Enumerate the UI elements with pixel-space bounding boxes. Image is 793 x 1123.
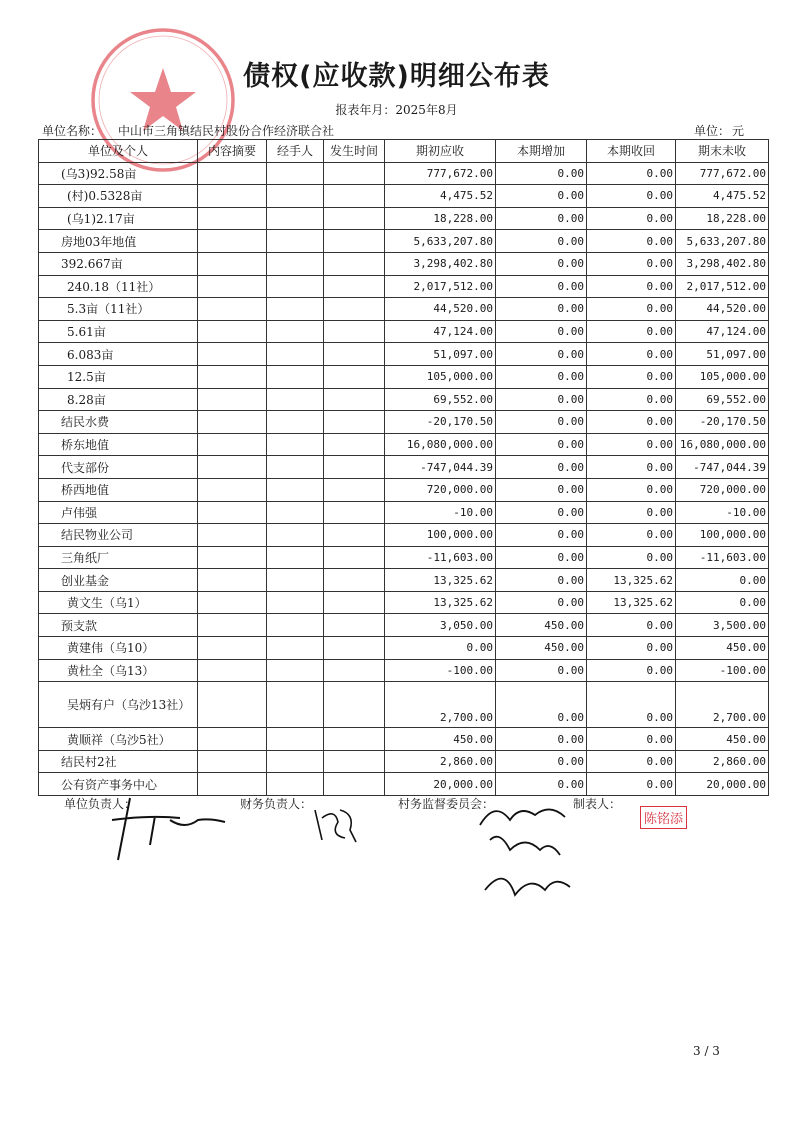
closing-outstanding: 2,860.00	[676, 750, 769, 773]
row-name: 5.61亩	[39, 320, 198, 343]
date-cell	[324, 591, 385, 614]
closing-outstanding: 0.00	[676, 569, 769, 592]
row-name: (乌1)2.17亩	[39, 207, 198, 230]
date-cell	[324, 773, 385, 796]
opening-receivable: 2,017,512.00	[385, 275, 496, 298]
date-cell	[324, 433, 385, 456]
row-name: 吴炳有户（乌沙13社）	[39, 682, 198, 728]
closing-outstanding: 450.00	[676, 728, 769, 751]
date-cell	[324, 728, 385, 751]
date-cell	[324, 682, 385, 728]
row-name: 代支部份	[39, 456, 198, 479]
period-recovered: 0.00	[587, 343, 676, 366]
date-cell	[324, 230, 385, 253]
period-increase: 450.00	[496, 637, 587, 660]
period-recovered: 0.00	[587, 750, 676, 773]
closing-outstanding: -11,603.00	[676, 546, 769, 569]
column-header: 期末未收	[676, 140, 769, 163]
table-row	[39, 501, 769, 524]
opening-receivable: 720,000.00	[385, 478, 496, 501]
column-header: 发生时间	[324, 140, 385, 163]
period-increase: 0.00	[496, 501, 587, 524]
date-cell	[324, 343, 385, 366]
handler-cell	[267, 591, 324, 614]
period-increase: 0.00	[496, 343, 587, 366]
table-row	[39, 365, 769, 388]
period-recovered: 0.00	[587, 614, 676, 637]
period-increase: 0.00	[496, 162, 587, 185]
handler-cell	[267, 637, 324, 660]
period-increase: 0.00	[496, 185, 587, 208]
closing-outstanding: 16,080,000.00	[676, 433, 769, 456]
period-increase: 0.00	[496, 546, 587, 569]
summary-cell	[198, 230, 267, 253]
closing-outstanding: 5,633,207.80	[676, 230, 769, 253]
period-increase: 0.00	[496, 252, 587, 275]
date-cell	[324, 659, 385, 682]
period-increase: 0.00	[496, 298, 587, 321]
table-row	[39, 320, 769, 343]
row-name: (村)0.5328亩	[39, 185, 198, 208]
row-name: 结民水费	[39, 411, 198, 434]
period-recovered: 0.00	[587, 546, 676, 569]
table-row	[39, 478, 769, 501]
period-increase: 0.00	[496, 750, 587, 773]
handler-cell	[267, 569, 324, 592]
period-increase: 0.00	[496, 275, 587, 298]
summary-cell	[198, 252, 267, 275]
closing-outstanding: 69,552.00	[676, 388, 769, 411]
period-recovered: 0.00	[587, 637, 676, 660]
period-recovered: 13,325.62	[587, 569, 676, 592]
finance-head-label: 财务负责人：	[240, 797, 313, 811]
closing-outstanding: 0.00	[676, 591, 769, 614]
handler-cell	[267, 185, 324, 208]
row-name: 8.28亩	[39, 388, 198, 411]
opening-receivable: 13,325.62	[385, 569, 496, 592]
opening-receivable: 105,000.00	[385, 365, 496, 388]
date-cell	[324, 614, 385, 637]
table-row	[39, 546, 769, 569]
closing-outstanding: 51,097.00	[676, 343, 769, 366]
handler-cell	[267, 411, 324, 434]
row-name: 桥东地值	[39, 433, 198, 456]
date-cell	[324, 365, 385, 388]
period-increase: 0.00	[496, 728, 587, 751]
row-name: 黄顺祥（乌沙5社）	[39, 728, 198, 751]
row-name: 公有资产事务中心	[39, 773, 198, 796]
finance-head-signature	[310, 800, 360, 845]
table-row	[39, 569, 769, 592]
row-name: 结民物业公司	[39, 524, 198, 547]
period-recovered: 0.00	[587, 682, 676, 728]
period-increase: 0.00	[496, 207, 587, 230]
period-recovered: 0.00	[587, 773, 676, 796]
period-recovered: 0.00	[587, 433, 676, 456]
handler-cell	[267, 750, 324, 773]
summary-cell	[198, 637, 267, 660]
period-recovered: 0.00	[587, 411, 676, 434]
period-increase: 0.00	[496, 230, 587, 253]
period-recovered: 0.00	[587, 501, 676, 524]
row-name: 房地03年地值	[39, 230, 198, 253]
date-cell	[324, 185, 385, 208]
closing-outstanding: -747,044.39	[676, 456, 769, 479]
closing-outstanding: 2,017,512.00	[676, 275, 769, 298]
summary-cell	[198, 388, 267, 411]
handler-cell	[267, 320, 324, 343]
summary-cell	[198, 185, 267, 208]
summary-cell	[198, 162, 267, 185]
period-recovered: 0.00	[587, 320, 676, 343]
period-increase: 0.00	[496, 569, 587, 592]
unit-name: 中山市三角镇结民村股份合作经济联合社	[118, 124, 335, 138]
handler-cell	[267, 365, 324, 388]
row-name: 创业基金	[39, 569, 198, 592]
summary-cell	[198, 682, 267, 728]
handler-cell	[267, 433, 324, 456]
date-cell	[324, 546, 385, 569]
closing-outstanding: 4,475.52	[676, 185, 769, 208]
summary-cell	[198, 433, 267, 456]
table-row	[39, 659, 769, 682]
row-name: 黄文生（乌1）	[39, 591, 198, 614]
page-title: 债权(应收款)明细公布表	[243, 61, 550, 92]
opening-receivable: -100.00	[385, 659, 496, 682]
opening-receivable: 69,552.00	[385, 388, 496, 411]
summary-cell	[198, 275, 267, 298]
closing-outstanding: -10.00	[676, 501, 769, 524]
summary-cell	[198, 614, 267, 637]
period-recovered: 0.00	[587, 524, 676, 547]
unit-head-signature	[110, 790, 230, 865]
period-recovered: 0.00	[587, 659, 676, 682]
opening-receivable: 3,298,402.80	[385, 252, 496, 275]
row-name: 结民村2社	[39, 750, 198, 773]
page-number: 3 / 3	[693, 1044, 720, 1058]
preparer-name-stamp: 陈铭添	[640, 806, 687, 829]
period-recovered: 0.00	[587, 478, 676, 501]
supervision-committee-signatures	[470, 795, 580, 905]
summary-cell	[198, 298, 267, 321]
table-row	[39, 207, 769, 230]
summary-cell	[198, 728, 267, 751]
table-row	[39, 591, 769, 614]
preparer-label: 制表人：	[573, 797, 622, 811]
table-row	[39, 433, 769, 456]
period-increase: 450.00	[496, 614, 587, 637]
summary-cell	[198, 591, 267, 614]
period-increase: 0.00	[496, 773, 587, 796]
date-cell	[324, 501, 385, 524]
handler-cell	[267, 659, 324, 682]
handler-cell	[267, 230, 324, 253]
opening-receivable: 100,000.00	[385, 524, 496, 547]
closing-outstanding: 3,500.00	[676, 614, 769, 637]
table-row	[39, 728, 769, 751]
period-recovered: 0.00	[587, 252, 676, 275]
row-name: 三角纸厂	[39, 546, 198, 569]
row-name: 6.083亩	[39, 343, 198, 366]
period-increase: 0.00	[496, 456, 587, 479]
summary-cell	[198, 659, 267, 682]
handler-cell	[267, 343, 324, 366]
period-recovered: 0.00	[587, 388, 676, 411]
unit-name-label: 单位名称：	[42, 124, 103, 138]
period-increase: 0.00	[496, 365, 587, 388]
summary-cell	[198, 456, 267, 479]
period-recovered: 0.00	[587, 728, 676, 751]
table-row	[39, 388, 769, 411]
opening-receivable: 0.00	[385, 637, 496, 660]
report-period: 报表年月：2025年8月	[335, 103, 458, 117]
currency-unit-value: 元	[732, 124, 745, 138]
period-recovered: 0.00	[587, 365, 676, 388]
handler-cell	[267, 207, 324, 230]
summary-cell	[198, 546, 267, 569]
summary-cell	[198, 365, 267, 388]
currency-unit-label: 单位：	[694, 124, 731, 138]
period-recovered: 0.00	[587, 185, 676, 208]
summary-cell	[198, 524, 267, 547]
summary-cell	[198, 207, 267, 230]
table-row	[39, 524, 769, 547]
handler-cell	[267, 252, 324, 275]
handler-cell	[267, 456, 324, 479]
opening-receivable: 13,325.62	[385, 591, 496, 614]
date-cell	[324, 388, 385, 411]
row-name: 5.3亩（11社）	[39, 298, 198, 321]
period-increase: 0.00	[496, 433, 587, 456]
period-increase: 0.00	[496, 524, 587, 547]
period-recovered: 0.00	[587, 275, 676, 298]
period-increase: 0.00	[496, 320, 587, 343]
opening-receivable: 450.00	[385, 728, 496, 751]
row-name: 黄杜全（乌13）	[39, 659, 198, 682]
handler-cell	[267, 546, 324, 569]
date-cell	[324, 637, 385, 660]
closing-outstanding: 47,124.00	[676, 320, 769, 343]
row-name: 桥西地值	[39, 478, 198, 501]
handler-cell	[267, 773, 324, 796]
handler-cell	[267, 524, 324, 547]
column-header: 单位及个人	[39, 140, 198, 163]
row-name: 预支款	[39, 614, 198, 637]
opening-receivable: 2,700.00	[385, 682, 496, 728]
column-header: 本期收回	[587, 140, 676, 163]
supervision-committee-label: 村务监督委员会：	[398, 797, 495, 811]
closing-outstanding: 44,520.00	[676, 298, 769, 321]
date-cell	[324, 320, 385, 343]
date-cell	[324, 478, 385, 501]
opening-receivable: 51,097.00	[385, 343, 496, 366]
opening-receivable: 3,050.00	[385, 614, 496, 637]
handler-cell	[267, 275, 324, 298]
summary-cell	[198, 343, 267, 366]
opening-receivable: -10.00	[385, 501, 496, 524]
period-recovered: 0.00	[587, 456, 676, 479]
column-header: 本期增加	[496, 140, 587, 163]
closing-outstanding: -20,170.50	[676, 411, 769, 434]
summary-cell	[198, 569, 267, 592]
row-name: 392.667亩	[39, 252, 198, 275]
date-cell	[324, 456, 385, 479]
table-row	[39, 185, 769, 208]
row-name: 黄建伟（乌10）	[39, 637, 198, 660]
period-increase: 0.00	[496, 659, 587, 682]
summary-cell	[198, 750, 267, 773]
unit-head-label: 单位负责人：	[64, 797, 137, 811]
opening-receivable: 2,860.00	[385, 750, 496, 773]
closing-outstanding: 450.00	[676, 637, 769, 660]
row-name: 12.5亩	[39, 365, 198, 388]
column-header: 期初应收	[385, 140, 496, 163]
date-cell	[324, 275, 385, 298]
summary-cell	[198, 478, 267, 501]
period-increase: 0.00	[496, 411, 587, 434]
table-row	[39, 343, 769, 366]
table-header-row	[39, 140, 769, 163]
closing-outstanding: 2,700.00	[676, 682, 769, 728]
closing-outstanding: 100,000.00	[676, 524, 769, 547]
table-row	[39, 162, 769, 185]
handler-cell	[267, 298, 324, 321]
period-increase: 0.00	[496, 478, 587, 501]
period-recovered: 0.00	[587, 162, 676, 185]
row-name: 卢伟强	[39, 501, 198, 524]
period-increase: 0.00	[496, 682, 587, 728]
closing-outstanding: 105,000.00	[676, 365, 769, 388]
table-row	[39, 252, 769, 275]
handler-cell	[267, 728, 324, 751]
period-recovered: 0.00	[587, 230, 676, 253]
table-row	[39, 298, 769, 321]
period-increase: 0.00	[496, 591, 587, 614]
opening-receivable: 20,000.00	[385, 773, 496, 796]
receivables-table	[38, 139, 769, 796]
table-row	[39, 682, 769, 728]
closing-outstanding: 20,000.00	[676, 773, 769, 796]
column-header: 内容摘要	[198, 140, 267, 163]
handler-cell	[267, 162, 324, 185]
opening-receivable: -747,044.39	[385, 456, 496, 479]
date-cell	[324, 411, 385, 434]
period-recovered: 0.00	[587, 207, 676, 230]
table-row	[39, 275, 769, 298]
row-name: 240.18（11社）	[39, 275, 198, 298]
date-cell	[324, 750, 385, 773]
table-row	[39, 456, 769, 479]
summary-cell	[198, 411, 267, 434]
opening-receivable: -11,603.00	[385, 546, 496, 569]
closing-outstanding: -100.00	[676, 659, 769, 682]
period-increase: 0.00	[496, 388, 587, 411]
summary-cell	[198, 501, 267, 524]
table-row	[39, 750, 769, 773]
period-recovered: 0.00	[587, 298, 676, 321]
handler-cell	[267, 478, 324, 501]
opening-receivable: -20,170.50	[385, 411, 496, 434]
table-row	[39, 230, 769, 253]
closing-outstanding: 3,298,402.80	[676, 252, 769, 275]
table-row	[39, 614, 769, 637]
handler-cell	[267, 388, 324, 411]
date-cell	[324, 252, 385, 275]
opening-receivable: 44,520.00	[385, 298, 496, 321]
opening-receivable: 47,124.00	[385, 320, 496, 343]
row-name: (乌3)92.58亩	[39, 162, 198, 185]
opening-receivable: 18,228.00	[385, 207, 496, 230]
handler-cell	[267, 614, 324, 637]
date-cell	[324, 569, 385, 592]
opening-receivable: 4,475.52	[385, 185, 496, 208]
date-cell	[324, 162, 385, 185]
date-cell	[324, 298, 385, 321]
closing-outstanding: 18,228.00	[676, 207, 769, 230]
opening-receivable: 16,080,000.00	[385, 433, 496, 456]
summary-cell	[198, 320, 267, 343]
column-header: 经手人	[267, 140, 324, 163]
handler-cell	[267, 501, 324, 524]
table-row	[39, 637, 769, 660]
opening-receivable: 777,672.00	[385, 162, 496, 185]
date-cell	[324, 207, 385, 230]
period-recovered: 13,325.62	[587, 591, 676, 614]
table-row	[39, 411, 769, 434]
closing-outstanding: 777,672.00	[676, 162, 769, 185]
closing-outstanding: 720,000.00	[676, 478, 769, 501]
opening-receivable: 5,633,207.80	[385, 230, 496, 253]
handler-cell	[267, 682, 324, 728]
date-cell	[324, 524, 385, 547]
